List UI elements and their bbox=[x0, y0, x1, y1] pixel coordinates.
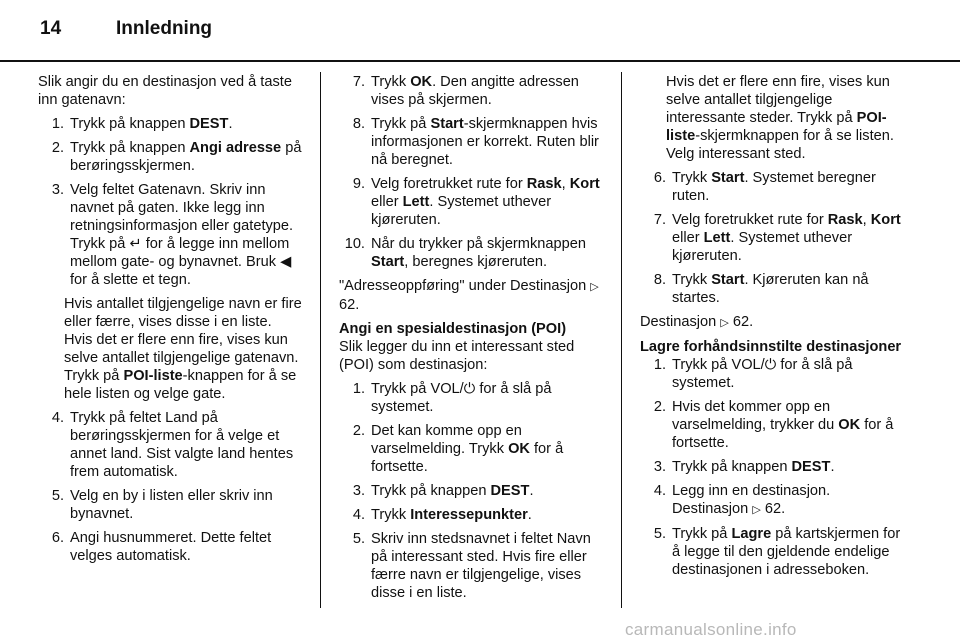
step-text: Skriv inn stedsnavnet i feltet Navn på interessant sted. Hvis fire eller færre navn er tilgjengelige, vises disse i en liste. bbox=[371, 531, 591, 601]
step-text: Trykk på knappen DEST. bbox=[672, 459, 835, 475]
step-number: 7. bbox=[653, 212, 666, 228]
power-icon: ⏻ bbox=[463, 381, 476, 397]
step-text: Velg feltet Gatenavn. Skriv inn navnet på gaten. Ikke legg inn retningsinformasjon eller gatetype. Trykk på ↵ for å legge inn mellom mellom gate- og bynavnet. Bruk ◀ for å slette et tegn. bbox=[70, 182, 294, 288]
step-number: 2. bbox=[51, 140, 64, 156]
step-number: 3. bbox=[51, 182, 64, 198]
list-item bbox=[339, 506, 603, 524]
list-item bbox=[339, 482, 603, 500]
intro-paragraph: Slik angir du en destinasjon ved å taste inn gatenavn: bbox=[38, 74, 292, 108]
list-item bbox=[640, 211, 906, 265]
page-ref-link[interactable]: 62. bbox=[732, 314, 754, 330]
list-item bbox=[38, 529, 304, 565]
page-ref-arrow-icon: ▷ bbox=[752, 504, 761, 516]
list-item bbox=[640, 169, 906, 205]
list-item bbox=[640, 458, 906, 476]
list-item bbox=[38, 487, 304, 523]
list-item bbox=[640, 398, 906, 452]
step-text: Velg en by i listen eller skriv inn bynavnet. bbox=[70, 488, 273, 522]
list-item bbox=[38, 115, 304, 133]
list-item bbox=[339, 115, 603, 169]
list-item bbox=[339, 530, 603, 602]
column-1 bbox=[38, 73, 304, 571]
step-text: Trykk Interessepunkter. bbox=[371, 507, 532, 523]
step-number: 9. bbox=[352, 176, 365, 192]
step-text: Angi husnummeret. Dette feltet velges automatisk. bbox=[70, 530, 272, 564]
step-text: Legg inn en destinasjon. Destinasjon ▷ 62. bbox=[672, 483, 831, 517]
step-text: Trykk på feltet Land på berøringsskjermen for å velge et annet land. Sist valgte land hentes frem automatisk. bbox=[70, 410, 294, 480]
step-number: 8. bbox=[352, 116, 365, 132]
step-text: Trykk på knappen DEST. bbox=[70, 116, 233, 132]
page-ref-arrow-icon: ▷ bbox=[720, 317, 729, 329]
step-number: 1. bbox=[653, 357, 666, 373]
step-number: 8. bbox=[653, 272, 666, 288]
page-number: 14 bbox=[40, 18, 62, 39]
list-item bbox=[339, 380, 603, 416]
page-header bbox=[40, 18, 212, 40]
cross-reference: Destinasjon ▷ 62. bbox=[640, 314, 754, 330]
list-item bbox=[339, 73, 603, 109]
section-heading: Lagre forhåndsinnstilte destinasjoner bbox=[640, 339, 902, 355]
list-item bbox=[38, 139, 304, 175]
list-item bbox=[339, 175, 603, 229]
header-rule bbox=[0, 60, 960, 62]
step-number: 4. bbox=[653, 483, 666, 499]
list-item bbox=[640, 482, 906, 519]
step-text: Trykk på VOL/⏻ for å slå på systemet. bbox=[672, 357, 853, 391]
step-number: 10. bbox=[344, 236, 365, 252]
step-number: 6. bbox=[653, 170, 666, 186]
step-3-extra: Hvis antallet tilgjengelige navn er fire eller færre, vises disse i en liste. Hvis det er flere enn fire, vises kun selve antallet tilgjengelige gatenavn. Trykk på POI-liste-knappen for å se hele listen og velge gate. bbox=[64, 296, 302, 402]
page-title: Innledning bbox=[116, 18, 213, 39]
list-item bbox=[38, 181, 304, 289]
step-text: Velg foretrukket rute for Rask, Kort eller Lett. Systemet uthever kjøreruten. bbox=[672, 212, 901, 264]
continued-paragraph: Hvis det er flere enn fire, vises kun selve antallet tilgjengelige interessante steder. Trykk på POI-liste-skjermknappen for å se listen. Velg interessant sted. bbox=[666, 74, 894, 162]
step-text: Trykk på Lagre på kartskjermen for å legge til den gjeldende endelige destinasjonen i adresseboken. bbox=[672, 526, 901, 578]
step-number: 5. bbox=[352, 531, 365, 547]
step-text: Trykk på knappen DEST. bbox=[371, 483, 534, 499]
step-text: Trykk Start. Kjøreruten kan nå startes. bbox=[672, 272, 869, 306]
list-item bbox=[640, 356, 906, 392]
list-item bbox=[38, 409, 304, 481]
step-number: 5. bbox=[51, 488, 64, 504]
watermark: carmanualsonline.info bbox=[625, 620, 797, 639]
list-item bbox=[640, 271, 906, 307]
step-text: Trykk på Start-skjermknappen hvis informasjonen er korrekt. Ruten blir nå beregnet. bbox=[371, 116, 599, 168]
column-3 bbox=[640, 73, 906, 585]
page-ref-link[interactable]: 62. bbox=[339, 297, 360, 313]
list-item bbox=[339, 235, 603, 271]
section-heading: Angi en spesialdestinasjon (POI) bbox=[339, 321, 567, 337]
step-text: Trykk på knappen Angi adresse på berøringsskjermen. bbox=[70, 140, 302, 174]
cross-reference: "Adresseoppføring" under Destinasjon ▷ 62. bbox=[339, 278, 599, 313]
power-icon: ⏻ bbox=[764, 357, 777, 373]
list-item bbox=[339, 422, 603, 476]
page-ref-arrow-icon: ▷ bbox=[590, 281, 599, 293]
step-number: 1. bbox=[352, 381, 365, 397]
step-number: 5. bbox=[653, 526, 666, 542]
section-intro: Slik legger du inn et interessant sted (POI) som destinasjon: bbox=[339, 339, 575, 373]
step-text: Trykk OK. Den angitte adressen vises på skjermen. bbox=[371, 74, 579, 108]
step-number: 6. bbox=[51, 530, 64, 546]
step-number: 2. bbox=[653, 399, 666, 415]
step-text: Når du trykker på skjermknappen Start, beregnes kjøreruten. bbox=[371, 236, 586, 270]
step-number: 4. bbox=[352, 507, 365, 523]
step-number: 1. bbox=[51, 116, 64, 132]
step-text: Trykk på VOL/⏻ for å slå på systemet. bbox=[371, 381, 552, 415]
list-item bbox=[640, 525, 906, 579]
column-divider bbox=[621, 72, 622, 608]
step-number: 2. bbox=[352, 423, 365, 439]
step-text: Det kan komme opp en varselmelding. Trykk OK for å fortsette. bbox=[371, 423, 564, 475]
step-text: Hvis det kommer opp en varselmelding, trykker du OK for å fortsette. bbox=[672, 399, 894, 451]
step-text: Velg foretrukket rute for Rask, Kort eller Lett. Systemet uthever kjøreruten. bbox=[371, 176, 600, 228]
step-number: 4. bbox=[51, 410, 64, 426]
step-text: Trykk Start. Systemet beregner ruten. bbox=[672, 170, 876, 204]
step-number: 7. bbox=[352, 74, 365, 90]
column-divider bbox=[320, 72, 321, 608]
step-number: 3. bbox=[653, 459, 666, 475]
page-ref-link[interactable]: 62. bbox=[764, 501, 786, 517]
step-number: 3. bbox=[352, 483, 365, 499]
column-2 bbox=[339, 73, 603, 608]
